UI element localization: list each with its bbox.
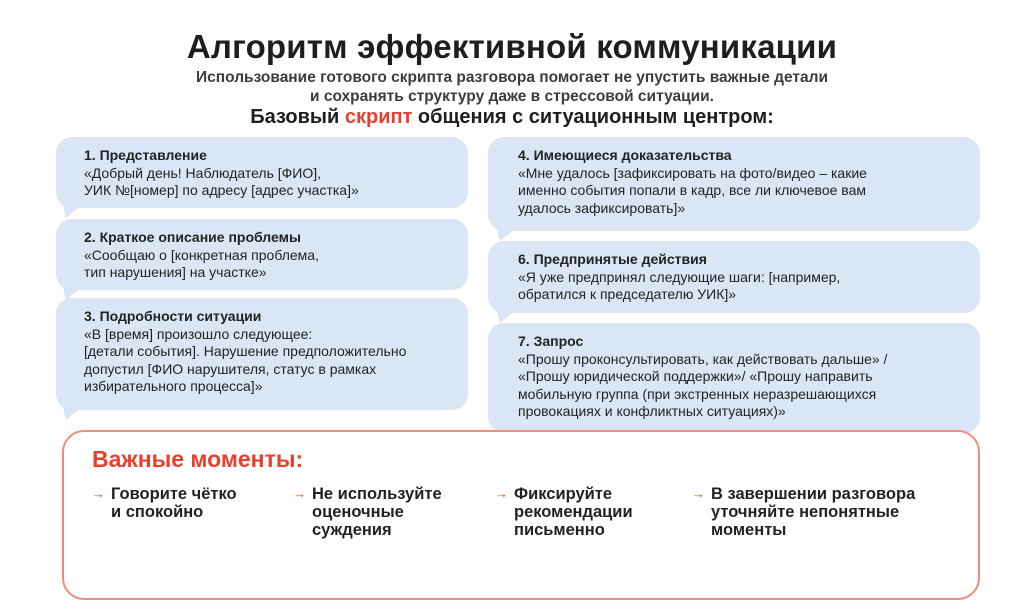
step-line: УИК №[номер] по адресу [адрес участка]» (84, 182, 359, 198)
arrow-icon: → (293, 486, 306, 501)
important-point (495, 485, 680, 539)
point-line: В завершении разговора (711, 485, 916, 503)
point-line: рекомендации (514, 503, 633, 521)
step-line: удалось зафиксировать]» (518, 199, 686, 216)
point-line: и спокойно (111, 503, 204, 521)
page-title: Алгоритм эффективной коммуникации (186, 28, 838, 65)
speech-tail (491, 229, 515, 241)
important-point (92, 485, 277, 521)
speech-tail (57, 408, 81, 420)
step-title: 1. Представление (84, 147, 207, 163)
important-point (692, 485, 962, 539)
step-title: 4. Имеющиеся доказательства (518, 147, 732, 163)
step-line: «Прошу юридической поддержки»/ «Прошу направить (518, 368, 873, 384)
step-bubble-actions (488, 241, 980, 313)
step-bubble-evidence (488, 137, 980, 231)
point-line: Не используйте (312, 485, 442, 503)
step-bubble-problem (56, 219, 468, 290)
step-line: допустил [ФИО нарушителя, статус в рамках (84, 360, 377, 377)
heading-accent: скрипт (344, 106, 413, 128)
step-bubble-details (56, 298, 468, 410)
script-heading (0, 106, 1024, 129)
subtitle-line: и сохранять структуру даже в стрессовой ситуации. (309, 88, 714, 105)
step-bubble-introduction (56, 137, 468, 208)
heading-text: общения с ситуационным центром: (412, 106, 774, 128)
step-line: «Сообщаю о [конкретная проблема, (84, 246, 319, 263)
subtitle (0, 68, 1024, 106)
point-line: моменты (711, 521, 787, 539)
point-line: уточняйте непонятные (711, 503, 900, 521)
step-line: именно события попали в кадр, все ли ключевое вам (518, 182, 866, 198)
arrow-icon: → (692, 486, 705, 501)
point-line: оценочные (312, 503, 404, 521)
speech-tail (57, 206, 81, 218)
step-line: «Прошу проконсультировать, как действовать дальше» / (518, 350, 888, 367)
step-line: [детали события]. Нарушение предположительно (84, 343, 407, 359)
important-point (293, 485, 478, 539)
arrow-icon: → (92, 486, 105, 501)
point-line: письменно (514, 521, 605, 539)
step-line: избирательного процесса]» (84, 378, 263, 394)
speech-tail (491, 311, 515, 323)
step-line: «Мне удалось [зафиксировать на фото/видео – какие (518, 164, 867, 181)
step-bubble-request (488, 323, 980, 433)
arrow-icon: → (495, 486, 508, 501)
step-title: 6. Предпринятые действия (518, 251, 707, 267)
point-line: Говорите чётко (111, 485, 237, 503)
important-title: Важные моменты: (92, 446, 304, 472)
step-line: провокациях и конфликтных ситуациях)» (518, 403, 786, 419)
step-title: 3. Подробности ситуации (84, 308, 262, 324)
point-line: суждения (312, 521, 392, 539)
step-title: 7. Запрос (518, 333, 584, 349)
step-line: обратился к председателю УИК]» (518, 286, 737, 302)
point-line: Фиксируйте (514, 485, 613, 503)
subtitle-line: Использование готового скрипта разговора помогает не упустить важные детали (196, 69, 828, 86)
heading-text: Базовый (250, 106, 345, 128)
step-line: тип нарушения] на участке» (84, 264, 267, 280)
step-line: «В [время] произошло следующее: (84, 325, 313, 342)
step-title: 2. Краткое описание проблемы (84, 229, 301, 245)
step-line: мобильную группа (при экстренных неразрешающихся (518, 385, 877, 402)
step-line: «Я уже предпринял следующие шаги: [например, (518, 268, 841, 285)
step-line: «Добрый день! Наблюдатель [ФИО], (84, 164, 322, 181)
